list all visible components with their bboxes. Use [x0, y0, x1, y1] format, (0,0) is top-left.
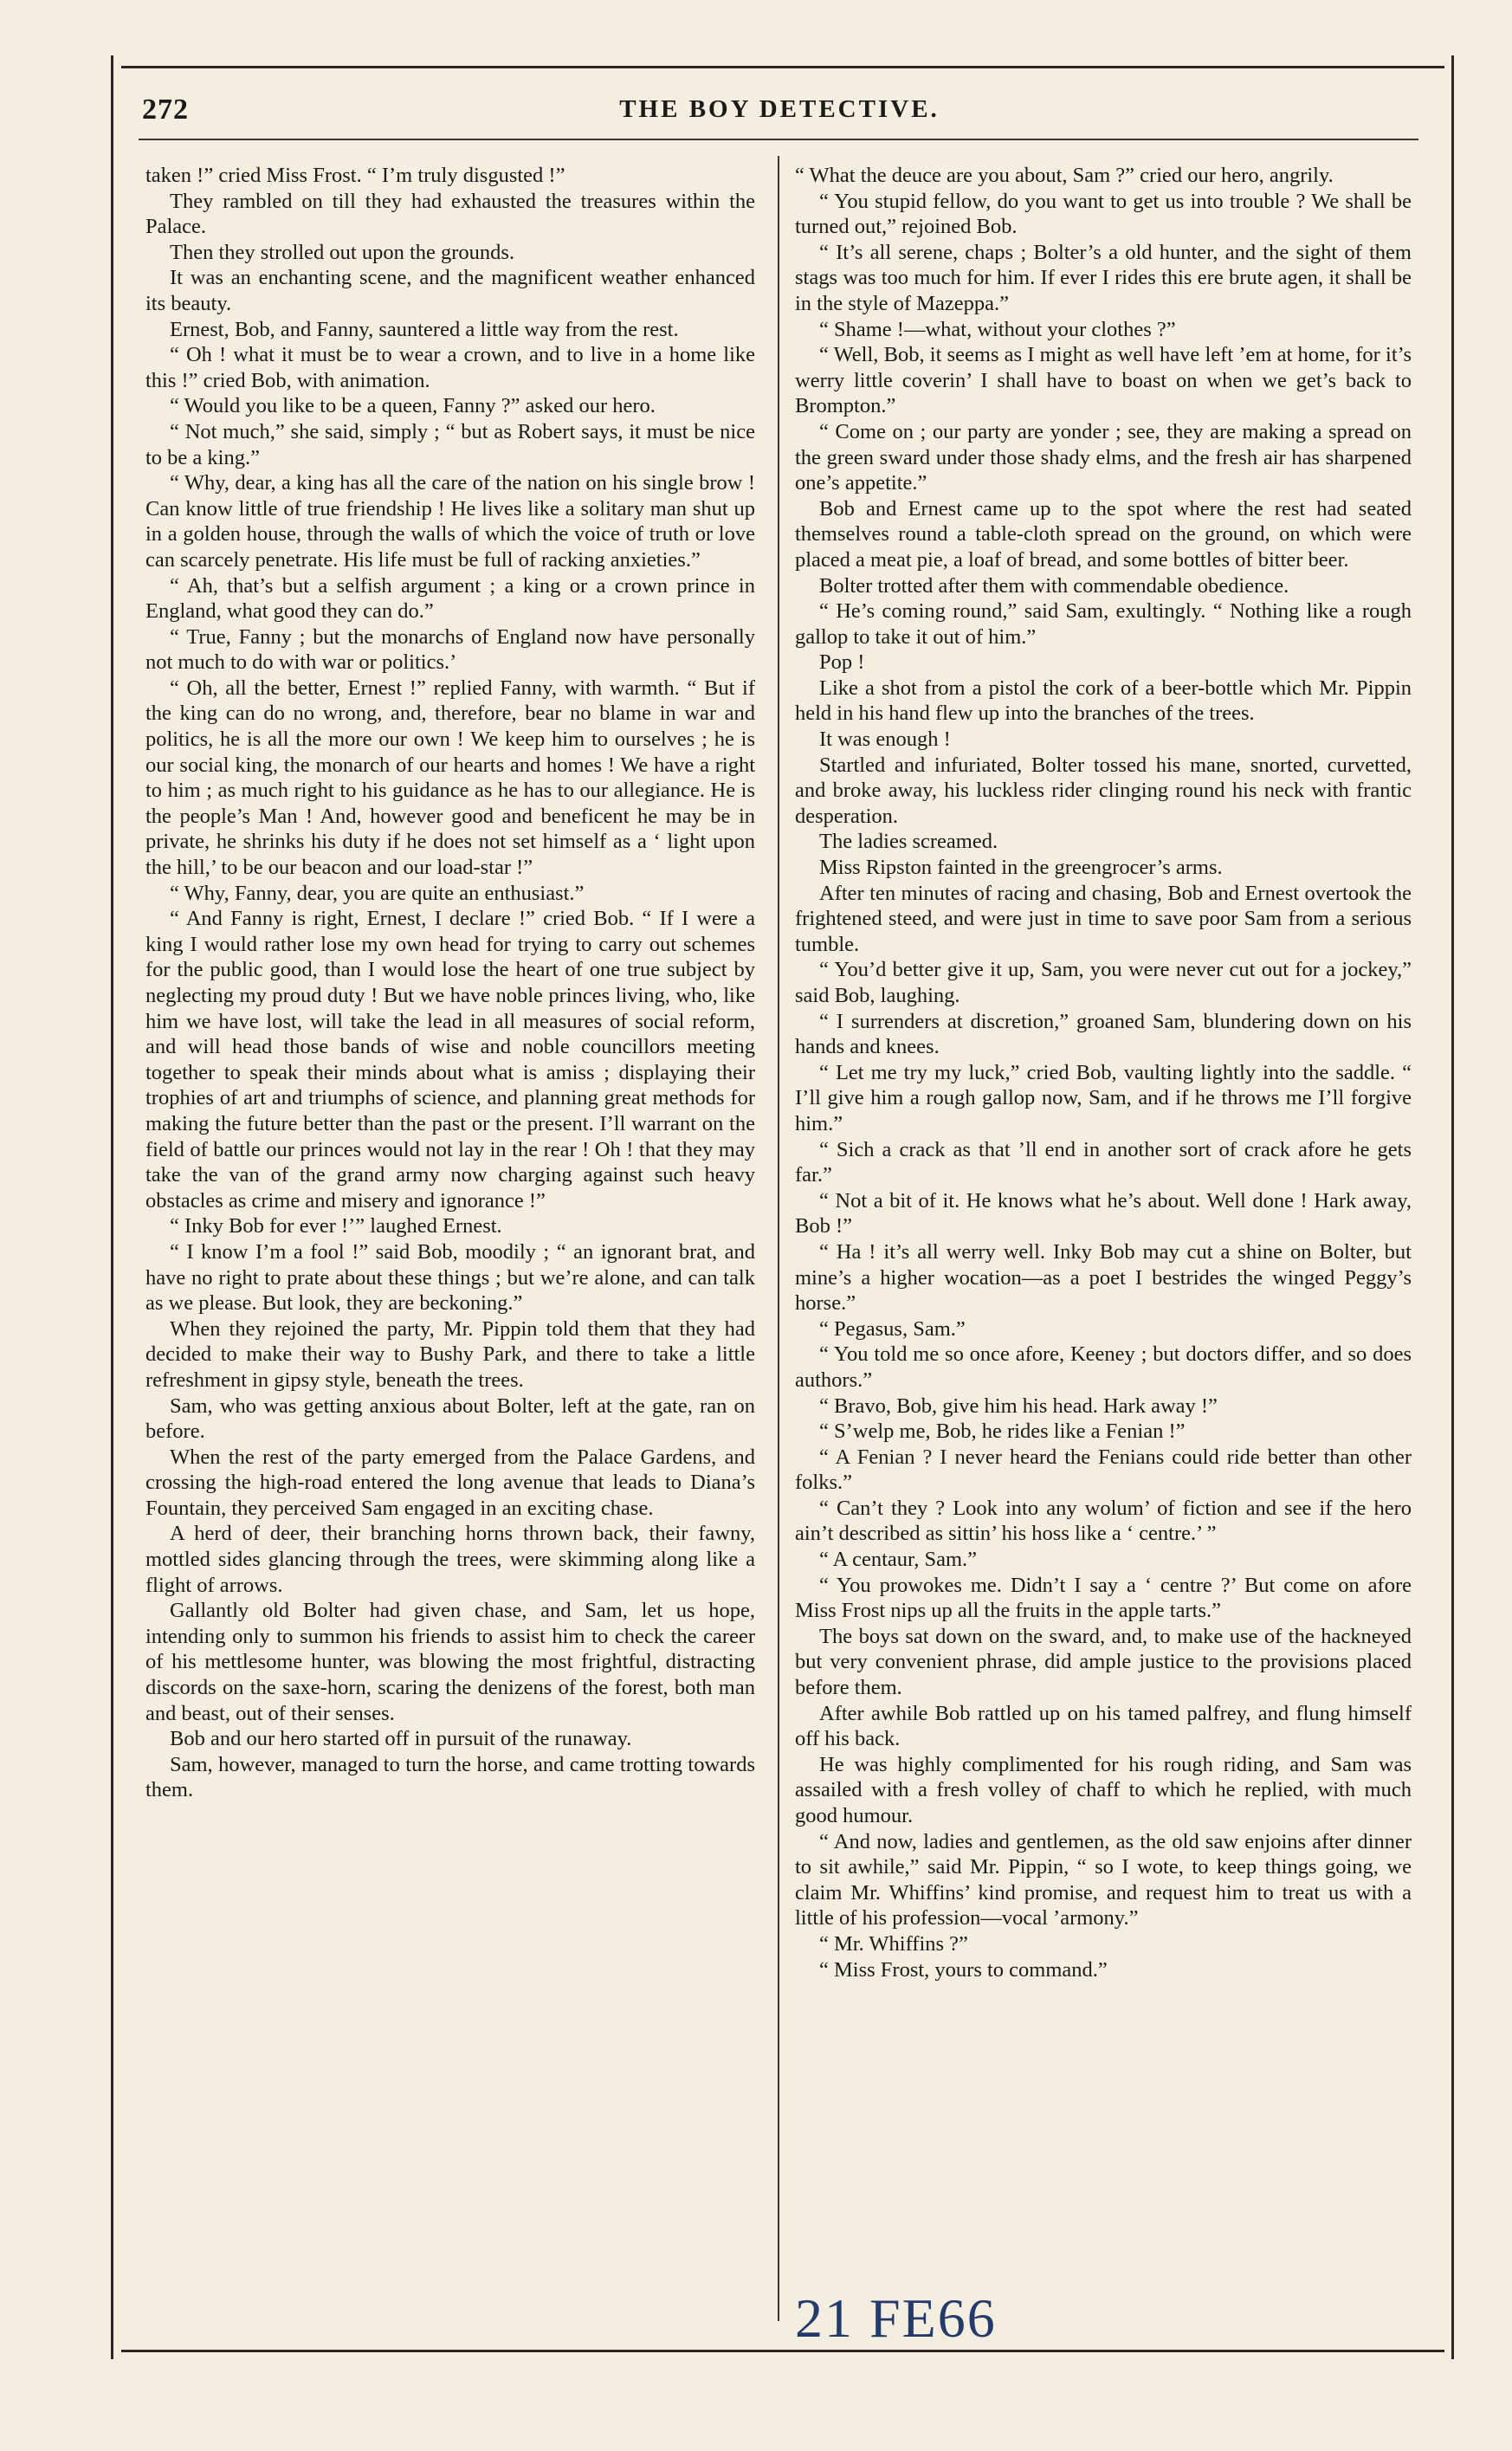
- column-divider: [778, 156, 779, 2321]
- paragraph: It was enough !: [819, 728, 951, 752]
- paragraph: After ten minutes of racing and chasing, Bob and Ernest overtook the frightened steed, and were just in time to save poor Sam from a serious tumble.: [795, 881, 1412, 956]
- paragraph: When they rejoined the party, Mr. Pippin told them that they had decided to make their way to Bushy Park, and there to take a little refreshment in gipsy style, beneath the trees.: [145, 1316, 755, 1392]
- paragraph: “ Oh ! what it must be to wear a crown, and to live in a home like this !” cried Bob, with animation.: [145, 343, 755, 392]
- paragraph: “ You prowokes me. Didn’t I say a ‘ centre ?’ But come on afore Miss Frost nips up all the fruits in the apple tarts.”: [795, 1573, 1412, 1623]
- paragraph: “ Ah, that’s but a selfish argument ; a king or a crown prince in England, what good they can do.”: [145, 573, 755, 624]
- paragraph: “ It’s all serene, chaps ; Bolter’s a old hunter, and the sight of them stags was too much for him. If ever I rides this ere brute agen, it shall be in the style of Mazeppa.”: [795, 240, 1412, 315]
- paragraph: “ Can’t they ? Look into any wolum’ of fiction and see if the hero ain’t described as sittin’ his hoss like a ‘ centre.’ ”: [795, 1496, 1412, 1546]
- paragraph: Ernest, Bob, and Fanny, sauntered a little way from the rest.: [170, 317, 679, 341]
- paragraph: “ Sich a crack as that ’ll end in another sort of crack afore he gets far.”: [795, 1137, 1412, 1187]
- paragraph: “ Why, Fanny, dear, you are quite an enthusiast.”: [170, 881, 585, 905]
- bottom-rule: [121, 2350, 1444, 2352]
- page-number: 272: [142, 94, 189, 126]
- paragraph: “ Well, Bob, it seems as I might as well have left ’em at home, for it’s werry little coverin’ I shall have to boast on when we get’s back to Brompton.”: [795, 343, 1412, 418]
- paragraph: Gallantly old Bolter had given chase, and Sam, let us hope, intending only to summon his friends to assist him to check the career of his mettlesome hunter, was blowing the most frightful, distracting discords on the saxe-horn, scaring the denizens of the forest, both man and beast, out of their senses.: [145, 1599, 755, 1725]
- paragraph: Bolter trotted after them with commendable obedience.: [819, 573, 1289, 598]
- paragraph: He was highly complimented for his rough riding, and Sam was assailed with a fresh volley of chaff to which he replied, with much good humour.: [795, 1752, 1412, 1827]
- paragraph: “ Bravo, Bob, give him his head. Hark away !”: [819, 1394, 1218, 1418]
- paragraph: “ You told me so once afore, Keeney ; but doctors differ, and so does authors.”: [795, 1342, 1412, 1392]
- paragraph: Startled and infuriated, Bolter tossed his mane, snorted, curvetted, and broke away, his luckless rider clinging round his neck with frantic desperation.: [795, 753, 1412, 828]
- left-column: [145, 163, 755, 1803]
- paragraph: “ And Fanny is right, Ernest, I declare !” cried Bob. “ If I were a king I would rather lose my own head for trying to carry out schemes for the public good, than I would lose the heart of one true subject by neglecting my proud duty ! But we have noble princes living, who, like him we have lost, will take the lead in all measures of social reform, and will head those bands of wise and noble councillors meeting together to speak their minds about what is amiss ; displaying their trophies of art and triumphs of science, and planning great methods for making the future better than the past or the present. I’ll warrant on the field of battle our princes would not lay in the rear ! Oh ! that they may take the van of the grand army now charging against such heavy obstacles as crime and misery and ignorance !”: [145, 907, 755, 1213]
- paragraph: Bob and our hero started off in pursuit of the runaway.: [170, 1727, 632, 1751]
- paragraph: “ Pegasus, Sam.”: [819, 1316, 966, 1341]
- paragraph: “ Mr. Whiffins ?”: [819, 1931, 968, 1956]
- paragraph: “ Why, dear, a king has all the care of the nation on his single brow ! Can know little of true friendship ! He lives like a solitary man shut up in a golden house, through the walls of which the voice of truth or love can scarcely penetrate. His life must be full of racking anxieties.”: [145, 471, 755, 572]
- paragraph: “ I know I’m a fool !” said Bob, moodily ; “ an ignorant brat, and have no right to prate about these things ; but we’re alone, and can talk as we please. But look, they are beckoning.”: [145, 1239, 755, 1316]
- paragraph: “ Ha ! it’s all werry well. Inky Bob may cut a shine on Bolter, but mine’s a higher wocation—as a poet I bestrides the winged Peggy’s horse.”: [795, 1239, 1412, 1316]
- paragraph: “ You’d better give it up, Sam, you were never cut out for a jockey,” said Bob, laughing.: [795, 958, 1412, 1007]
- page-frame-right: [1451, 55, 1454, 2359]
- paragraph: “ Shame !—what, without your clothes ?”: [819, 317, 1176, 341]
- paragraph: “ He’s coming round,” said Sam, exultingly. “ Nothing like a rough gallop to take it out of him.”: [795, 599, 1412, 649]
- header-rule: [139, 139, 1418, 140]
- running-title: THE BOY DETECTIVE.: [619, 95, 940, 123]
- paragraph: “ Would you like to be a queen, Fanny ?” asked our hero.: [170, 394, 656, 418]
- paragraph: The boys sat down on the sward, and, to make use of the hackneyed but very convenient phrase, did ample justice to the provisions placed before them.: [795, 1624, 1412, 1700]
- paragraph: “ Oh, all the better, Ernest !” replied Fanny, with warmth. “ But if the king can do no wrong, and, therefore, bear no blame in war and politics, he is all the more our own ! We keep him to ourselves ; he is our social king, the monarch of our hearts and homes ! We have a right to him ; as much right to his guidance as he has to our allegiance. He is the people’s Man ! And, however good and beneficent he may be in private, he shrinks his duty if he does not set himself as a ‘ light upon the hill,’ to be our beacon and our load-star !”: [145, 676, 755, 880]
- paragraph: Sam, who was getting anxious about Bolter, left at the gate, ran on before.: [145, 1394, 755, 1444]
- paragraph: A herd of deer, their branching horns thrown back, their fawny, mottled sides glancing through the trees, were skimming along like a flight of arrows.: [145, 1522, 755, 1597]
- paragraph: taken !” cried Miss Frost. “ I’m truly disgusted !”: [145, 164, 565, 187]
- right-column: [795, 163, 1412, 1982]
- paragraph: Bob and Ernest came up to the spot where the rest had seated themselves round a table-cloth spread on the ground, on which were placed a meat pie, a loaf of bread, and some bottles of bitter beer.: [795, 496, 1412, 572]
- top-rule: [121, 66, 1444, 68]
- paragraph: “ You stupid fellow, do you want to get us into trouble ? We shall be turned out,” rejoined Bob.: [795, 189, 1412, 239]
- page-frame-left: [111, 55, 113, 2359]
- library-date-stamp: 21 FE66: [795, 2287, 997, 2349]
- paragraph: “ A centaur, Sam.”: [819, 1548, 978, 1572]
- paragraph: When the rest of the party emerged from the Palace Gardens, and crossing the high-road entered the long avenue that leads to Diana’s Fountain, they perceived Sam engaged in an exciting chase.: [145, 1445, 755, 1520]
- paragraph: “ S’welp me, Bob, he rides like a Fenian !”: [819, 1420, 1186, 1444]
- paragraph: After awhile Bob rattled up on his tamed palfrey, and flung himself off his back.: [795, 1701, 1412, 1751]
- paragraph: Like a shot from a pistol the cork of a beer-bottle which Mr. Pippin held in his hand flew up into the branches of the trees.: [795, 676, 1412, 726]
- paragraph: “ I surrenders at discretion,” groaned Sam, blundering down on his hands and knees.: [795, 1009, 1412, 1059]
- paragraph: The ladies screamed.: [819, 830, 998, 854]
- paragraph: “ Inky Bob for ever !’” laughed Ernest.: [170, 1214, 502, 1238]
- paragraph: “ Let me try my luck,” cried Bob, vaulting lightly into the saddle. “ I’ll give him a rough gallop now, Sam, and if he throws me I’ll forgive him.”: [795, 1060, 1412, 1135]
- paragraph: “ Miss Frost, yours to command.”: [819, 1957, 1108, 1982]
- paragraph: Then they strolled out upon the grounds.: [170, 240, 515, 264]
- paragraph: It was an enchanting scene, and the magnificent weather enhanced its beauty.: [145, 266, 755, 315]
- paragraph: Miss Ripston fainted in the greengrocer’s arms.: [819, 856, 1223, 880]
- paragraph: “ Not a bit of it. He knows what he’s about. Well done ! Hark away, Bob !”: [795, 1188, 1412, 1238]
- paragraph: “ Come on ; our party are yonder ; see, they are making a spread on the green sward under those shady elms, and the fresh air has sharpened one’s appetite.”: [795, 419, 1412, 495]
- paragraph: “ What the deuce are you about, Sam ?” cried our hero, angrily.: [795, 164, 1334, 187]
- paragraph: Pop !: [819, 650, 865, 675]
- paragraph: “ Not much,” she said, simply ; “ but as Robert says, it must be nice to be a king.”: [145, 419, 755, 469]
- paragraph: They rambled on till they had exhausted the treasures within the Palace.: [145, 189, 755, 239]
- paragraph: Sam, however, managed to turn the horse, and came trotting towards them.: [145, 1752, 755, 1802]
- paragraph: “ And now, ladies and gentlemen, as the old saw enjoins after dinner to sit awhile,” said Mr. Pippin, “ so I wote, to keep things going, we claim Mr. Whiffins’ kind promise, and request him to treat us with a little of his profession—vocal ’armony.”: [795, 1829, 1412, 1930]
- paragraph: “ True, Fanny ; but the monarchs of England now have personally not much to do with war or politics.’: [145, 624, 755, 675]
- paragraph: “ A Fenian ? I never heard the Fenians could ride better than other folks.”: [795, 1445, 1412, 1495]
